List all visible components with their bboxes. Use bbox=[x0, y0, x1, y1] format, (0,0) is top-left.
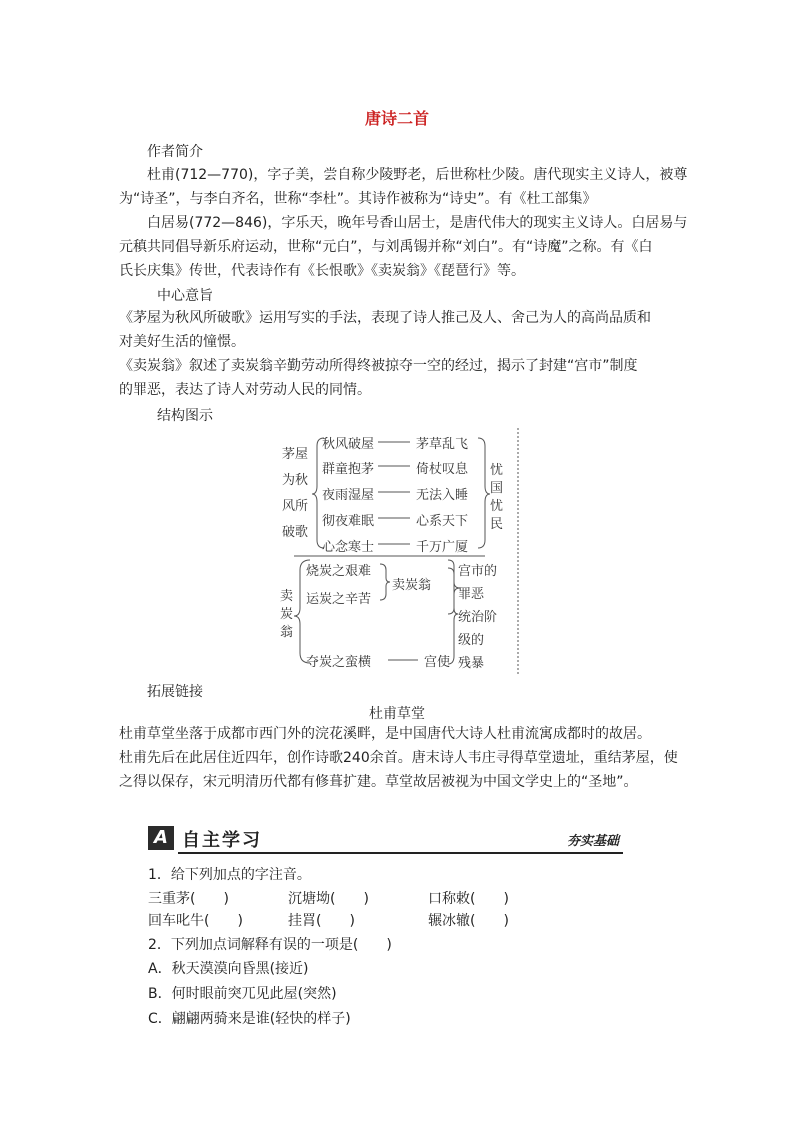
central-idea-p2-line-2: 的罪恶，表达了诗人对劳动人民的同情。 bbox=[119, 382, 371, 398]
q1-item: 沉塘坳( ) bbox=[288, 891, 369, 907]
section-banner bbox=[148, 824, 623, 854]
section-subtitle: 夯实基础 bbox=[566, 834, 619, 849]
extension-line-2: 杜甫先后在此居住近四年，创作诗歌240余首。唐末诗人韦庄寻得草堂遗址，重结茅屋，使 bbox=[119, 750, 678, 766]
poem2-title bbox=[280, 588, 296, 642]
author-intro-heading: 作者简介 bbox=[147, 144, 203, 160]
poem1-title bbox=[282, 442, 314, 546]
poem1-row-left: 群童抱茅 bbox=[322, 462, 375, 477]
poem2-theme-line: 罪恶 bbox=[458, 587, 485, 602]
question-2: 2．下列加点词解释有误的一项是( ) bbox=[148, 937, 392, 953]
page-title: 唐诗二首 bbox=[364, 109, 429, 128]
q2-option: C．翩翩两骑来是谁(轻快的样子) bbox=[148, 1011, 351, 1027]
extension-subtitle: 杜甫草堂 bbox=[369, 706, 425, 722]
poem1-title-char: 为 bbox=[282, 473, 296, 488]
poem1-title-char: 屋 bbox=[295, 447, 309, 462]
poem1-title-char: 歌 bbox=[295, 525, 309, 540]
poem2-theme-line: 级的 bbox=[458, 633, 485, 648]
poem2-row: 烧炭之艰难 bbox=[306, 564, 372, 579]
poem1-title-char: 茅 bbox=[282, 447, 296, 462]
q1-item: 回车叱牛( ) bbox=[148, 913, 243, 929]
poem1-theme-char: 民 bbox=[490, 517, 504, 532]
central-idea-p1-line-1: 《茅屋为秋风所破歌》运用写实的手法，表现了诗人推己及人、舍己为人的高尚品质和 bbox=[119, 310, 651, 326]
poem2-theme-line: 残暴 bbox=[458, 656, 485, 671]
du-fu-paragraph bbox=[119, 163, 688, 211]
poem1-row-left: 彻夜难眠 bbox=[322, 514, 375, 529]
poem1-row-right: 倚杖叹息 bbox=[416, 462, 469, 477]
central-idea-heading: 中心意旨 bbox=[157, 288, 213, 304]
extension-line-3: 之得以保存，宋元明清历代都有修葺扩建。草堂故居被视为中国文学史上的“圣地”。 bbox=[119, 774, 638, 790]
poem2-title-char: 卖 bbox=[280, 589, 294, 604]
poem2-row: 夺炭之蛮横 bbox=[306, 655, 372, 670]
poem1-theme bbox=[490, 462, 506, 534]
central-idea-p1-line-2: 对美好生活的憧憬。 bbox=[119, 334, 245, 350]
poem1-title-char: 秋 bbox=[295, 473, 309, 488]
q1-item: 辗冰辙( ) bbox=[428, 913, 509, 929]
structure-diagram bbox=[280, 428, 520, 674]
poem2-title-char: 炭 bbox=[280, 607, 294, 622]
q2-option: A．秋天漠漠向昏黑(接近) bbox=[148, 961, 309, 977]
q1-item: 口称敕( ) bbox=[428, 891, 509, 907]
q1-item: 三重茅( ) bbox=[148, 891, 229, 907]
poem1-title-char: 破 bbox=[282, 525, 296, 540]
extension-paragraph bbox=[119, 722, 679, 794]
bai-juyi-line-3: 氏长庆集》传世，代表诗作有《长恨歌》《卖炭翁》《琵琶行》等。 bbox=[119, 263, 525, 279]
poem1-row-right: 千万广厦 bbox=[416, 540, 469, 555]
poem1-title-char: 所 bbox=[295, 499, 309, 514]
central-idea-p1 bbox=[119, 306, 679, 354]
poem1-theme-char: 忧 bbox=[490, 499, 504, 514]
bai-juyi-paragraph bbox=[119, 211, 688, 283]
section-letter: A bbox=[148, 826, 174, 850]
du-fu-line-1: 杜甫(712—770)，字子美，尝自称少陵野老，后世称杜少陵。唐代现实主义诗人，被尊 bbox=[147, 167, 688, 183]
extension-line-1: 杜甫草堂坐落于成都市西门外的浣花溪畔，是中国唐代大诗人杜甫流寓成都时的故居。 bbox=[119, 726, 651, 742]
poem1-row-left: 秋风破屋 bbox=[322, 437, 375, 452]
extension-heading: 拓展链接 bbox=[147, 684, 203, 700]
poem2-theme bbox=[458, 560, 497, 675]
poem2-middle: 卖炭翁 bbox=[392, 578, 432, 593]
section-title: 自主学习 bbox=[182, 830, 262, 851]
poem2-theme-line: 宫市的 bbox=[458, 564, 498, 579]
q2-option: B．何时眼前突兀见此屋(突然) bbox=[148, 986, 337, 1002]
section-rule bbox=[178, 852, 623, 854]
du-fu-line-2: 为“诗圣”，与李白齐名，世称“李杜”。其诗作被称为“诗史”。有《杜工部集》 bbox=[119, 191, 597, 207]
poem1-row-right: 心系天下 bbox=[416, 514, 469, 529]
central-idea-p2 bbox=[119, 354, 679, 402]
poem1-row-left: 心念寒士 bbox=[322, 540, 375, 555]
structure-heading: 结构图示 bbox=[157, 408, 213, 424]
poem1-row-right: 无法入睡 bbox=[416, 488, 469, 503]
poem2-theme-line: 统治阶 bbox=[458, 610, 498, 625]
poem1-theme-char: 国 bbox=[490, 481, 504, 496]
poem1-title-char: 风 bbox=[282, 499, 296, 514]
poem1-theme-char: 忧 bbox=[490, 463, 504, 478]
poem1-row-right: 茅草乱飞 bbox=[416, 437, 469, 452]
bai-juyi-line-1: 白居易(772—846)，字乐天，晚年号香山居士，是唐代伟大的现实主义诗人。白居易与 bbox=[147, 215, 688, 231]
poem2-officer: 宫使 bbox=[424, 655, 451, 670]
poem2-title-char: 翁 bbox=[280, 625, 294, 640]
central-idea-p2-line-1: 《卖炭翁》叙述了卖炭翁辛勤劳动所得终被掠夺一空的经过，揭示了封建“宫市”制度 bbox=[119, 358, 638, 374]
bai-juyi-line-2: 元稹共同倡导新乐府运动，世称“元白”，与刘禹锡并称“刘白”。有“诗魔”之称。有《白 bbox=[119, 239, 653, 255]
poem2-row: 运炭之辛苦 bbox=[306, 592, 372, 607]
poem1-row-left: 夜雨湿屋 bbox=[322, 488, 375, 503]
question-1: 1．给下列加点的字注音。 bbox=[148, 867, 311, 883]
q1-item: 挂罥( ) bbox=[288, 913, 355, 929]
